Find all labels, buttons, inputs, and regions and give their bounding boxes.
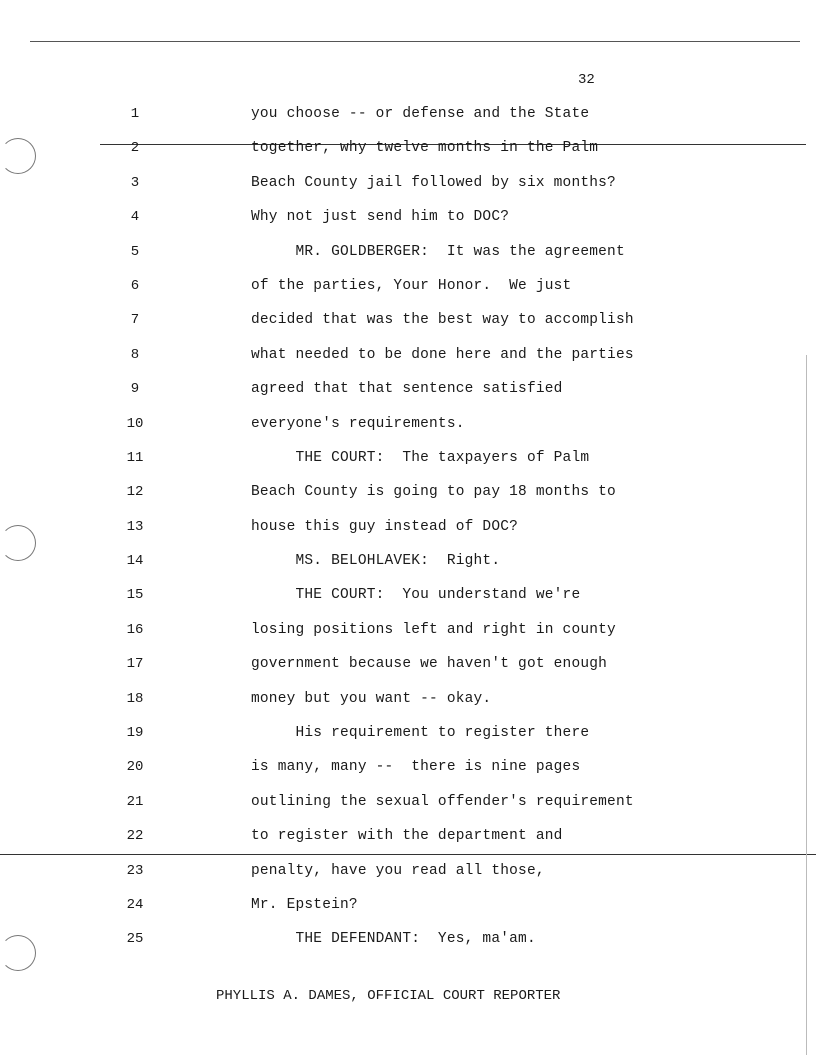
line-number: 2 <box>130 140 140 157</box>
line-text: THE DEFENDANT: Yes, ma'am. <box>251 931 536 948</box>
transcript-line <box>0 691 816 725</box>
line-number: 14 <box>126 553 144 570</box>
line-number: 24 <box>126 896 144 913</box>
line-text: MR. GOLDBERGER: It was the agreement <box>251 243 625 260</box>
transcript-line <box>0 244 816 278</box>
transcript-line <box>0 519 816 553</box>
top-rule <box>30 41 800 42</box>
transcript-line <box>0 725 816 759</box>
transcript-line <box>0 656 816 690</box>
line-text: Beach County is going to pay 18 months to <box>251 484 616 501</box>
line-text: together, why twelve months in the Palm <box>251 140 599 157</box>
line-text: what needed to be done here and the parties <box>251 346 634 363</box>
line-number: 22 <box>126 828 144 845</box>
transcript-line <box>0 484 816 518</box>
transcript-lines <box>0 106 816 966</box>
transcript-line <box>0 897 816 931</box>
line-text: agreed that that sentence satisfied <box>251 381 563 398</box>
line-number: 17 <box>126 656 144 673</box>
line-number: 3 <box>130 174 140 191</box>
line-text: Mr. Epstein? <box>251 896 358 913</box>
transcript-line <box>0 863 816 897</box>
transcript-line <box>0 622 816 656</box>
line-text: THE COURT: You understand we're <box>251 587 581 604</box>
line-number: 1 <box>130 106 140 122</box>
transcript-line <box>0 759 816 793</box>
line-number: 11 <box>126 449 144 466</box>
line-text: house this guy instead of DOC? <box>251 518 519 535</box>
transcript-line <box>0 106 816 140</box>
line-text: Why not just send him to DOC? <box>251 209 510 226</box>
line-number: 23 <box>126 862 144 879</box>
line-text: THE COURT: The taxpayers of Palm <box>251 449 590 466</box>
line-number: 21 <box>126 793 144 810</box>
line-text: penalty, have you read all those, <box>251 862 545 879</box>
line-text: MS. BELOHLAVEK: Right. <box>251 553 501 570</box>
transcript-line <box>0 209 816 243</box>
transcript-line <box>0 450 816 484</box>
line-text: you choose -- or defense and the State <box>251 106 590 122</box>
line-text: decided that was the best way to accomplish <box>251 312 634 329</box>
line-text: money but you want -- okay. <box>251 690 492 707</box>
court-reporter-footer: PHYLLIS A. DAMES, OFFICIAL COURT REPORTER <box>216 988 561 1004</box>
line-number: 19 <box>126 725 144 742</box>
transcript-line <box>0 278 816 312</box>
line-text: Beach County jail followed by six months? <box>251 174 616 191</box>
line-text: everyone's requirements. <box>251 415 465 432</box>
transcript-line <box>0 828 816 862</box>
line-text: outlining the sexual offender's requirement <box>251 793 634 810</box>
transcript-line <box>0 312 816 346</box>
line-text: is many, many -- there is nine pages <box>251 759 581 776</box>
line-text: government because we haven't got enough <box>251 656 608 673</box>
transcript-line <box>0 931 816 965</box>
line-number: 9 <box>130 381 140 398</box>
line-number: 25 <box>126 931 144 948</box>
transcript-line <box>0 587 816 621</box>
transcript-line <box>0 416 816 450</box>
page-number: 32 <box>578 72 595 88</box>
transcript-line <box>0 794 816 828</box>
line-number: 18 <box>126 690 144 707</box>
transcript-line <box>0 347 816 381</box>
line-number: 15 <box>126 587 144 604</box>
line-number: 20 <box>126 759 144 776</box>
line-text: to register with the department and <box>251 828 563 845</box>
line-number: 7 <box>130 312 140 329</box>
line-text: His requirement to register there <box>251 725 590 742</box>
line-number: 8 <box>130 346 140 363</box>
line-text: of the parties, Your Honor. We just <box>251 277 572 294</box>
transcript-line <box>0 381 816 415</box>
line-number: 6 <box>130 277 140 294</box>
line-number: 16 <box>126 621 144 638</box>
transcript-line <box>0 553 816 587</box>
line-number: 10 <box>126 415 144 432</box>
line-number: 4 <box>130 209 140 226</box>
line-number: 12 <box>126 484 144 501</box>
transcript-line <box>0 175 816 209</box>
line-number: 13 <box>126 518 144 535</box>
line-text: losing positions left and right in county <box>251 621 616 638</box>
line-number: 5 <box>130 243 140 260</box>
transcript-line <box>0 140 816 174</box>
